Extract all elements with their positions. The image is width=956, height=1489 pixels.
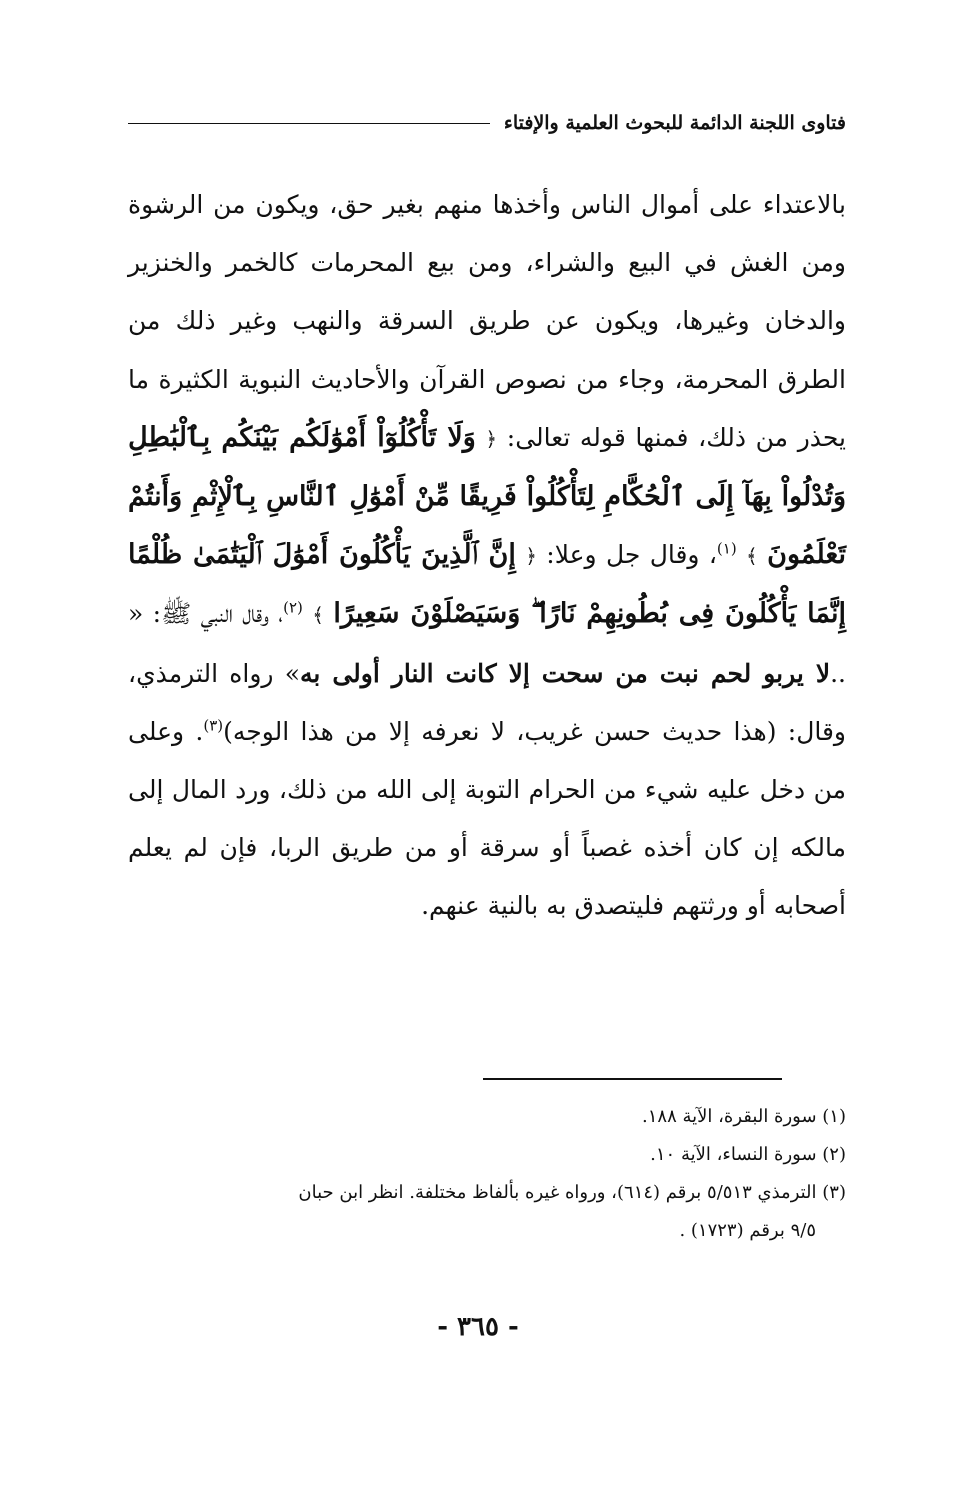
footnote-2: (٢) سورة النساء، الآية ١٠. (650, 1144, 846, 1165)
connector-2: ، وقال النبي ﷺ: (152, 599, 284, 629)
footnote-separator (483, 1078, 782, 1080)
running-header (128, 112, 846, 134)
verse2-open-bracket: ﴿ (525, 544, 537, 569)
header-rule (128, 123, 490, 124)
footnote-ref-3: (٣) (203, 716, 224, 735)
closing-text: . وعلى من دخل عليه شيء من الحرام التوبة إلى الله من ذلك، ورد المال إلى مالكه إن كان أخذه غصباً أو سرقة أو من طريق الربا، فإن لم يعلم أصحابه أو ورثتهم فليتصدق به بالنية عنهم. (128, 716, 846, 921)
main-text (128, 176, 846, 936)
footnote-3: (٣) الترمذي ٥/٥١٣ برقم (٦١٤)، ورواه غيره بألفاظ مختلفة. انظر ابن حبان (298, 1182, 846, 1203)
after-hadith-text: رواه الترمذي، وقال: (هذا حديث حسن غريب، لا نعرفه إلا من هذا الوجه) (128, 658, 846, 746)
verse1-open-bracket: ﴿ (485, 426, 498, 451)
footnote-ref-2: (٢) (283, 599, 303, 618)
hadith-close-quote: » (284, 658, 300, 688)
page-number: - ٣٦٥ - (437, 1312, 519, 1342)
footnote-3-continuation: ٩/٥ برقم (١٧٢٣) . (679, 1220, 816, 1241)
footnotes (128, 1098, 846, 1250)
quran-verse-2: إِنَّ ٱلَّذِينَ يَأْكُلُونَ أَمْوَٰلَ ٱلْيَتَٰمَىٰ ظُلْمًا إِنَّمَا يَأْكُلُونَ فِى بُطُونِهِمْ نَارًا ۖ وَسَيَصْلَوْنَ سَعِيرًا (128, 539, 846, 630)
header-title: فتاوى اللجنة الدائمة للبحوث العلمية والإفتاء (503, 112, 846, 134)
verse2-close-bracket: ﴾ (312, 603, 324, 628)
hadith-ellipsis: .. (830, 658, 846, 688)
hadith-open-quote: « (128, 599, 144, 629)
connector-1: ، وقال جل وعلا: (546, 540, 717, 570)
hadith-text: لا يربو لحم نبت من سحت إلا كانت النار أولى به (300, 658, 831, 688)
footnote-1: (١) سورة البقرة، الآية ١٨٨. (642, 1106, 846, 1127)
footnote-ref-1: (١) (716, 539, 737, 558)
intro-paragraph: بالاعتداء على أموال الناس وأخذها منهم بغير حق، ويكون من الرشوة ومن الغش في البيع والشراء، ومن بيع المحرمات كالخمر والخنزير والدخان وغيرها، ويكون عن طريق السرقة والنهب وغير ذلك من الطرق المحرمة، وجاء من نصوص القرآن والأحاديث النبوية الكثيرة ما يحذر من ذلك، فمنها قوله تعالى: (128, 190, 846, 452)
quran-verse-1: وَلَا تَأْكُلُوٓاْ أَمْوَٰلَكُم بَيْنَكُم بِٱلْبَٰطِلِ وَتُدْلُواْ بِهَآ إِلَى ٱلْحُكَّامِ لِتَأْكُلُواْ فَرِيقًا مِّنْ أَمْوَٰلِ ٱلنَّاسِ بِٱلْإِثْمِ وَأَنتُمْ تَعْلَمُونَ (128, 421, 846, 571)
verse1-close-bracket: ﴾ (746, 544, 758, 569)
